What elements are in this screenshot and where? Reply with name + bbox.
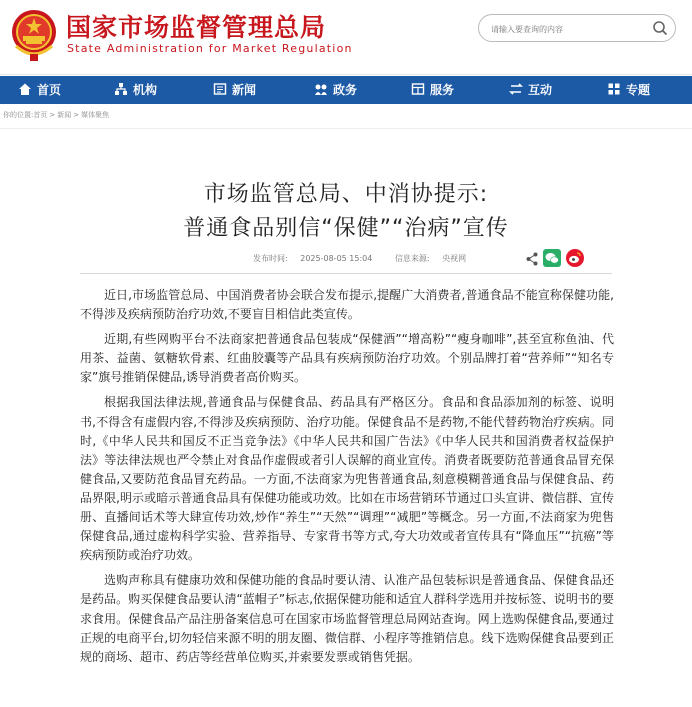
nav-item-home[interactable] xyxy=(18,76,61,104)
site-title-cn: 国家市场监督管理总局 xyxy=(66,13,327,42)
nav-item-service[interactable] xyxy=(411,76,454,104)
breadcrumb-news[interactable]: 新闻 xyxy=(57,111,72,119)
nav-item-news[interactable] xyxy=(213,76,256,104)
article-paragraph: 近期,有些网购平台不法商家把普通食品包装成“保健酒”“增高粉”“瘦身咖啡”,甚至宣称鱼油、代用茶、益菌、氨糖软骨素、红曲胶囊等产品具有疾病预防治疗功效。个别品牌打着“营养师”“知名专家”旗号推销保健品,诱导消费者高价购买。 xyxy=(80,332,614,385)
publish-label: 发布时间: xyxy=(253,254,288,263)
search-icon[interactable] xyxy=(651,19,669,37)
home-icon xyxy=(18,82,32,96)
site-title-en: State Administration for Market Regulation xyxy=(67,42,353,55)
breadcrumb-separator: > xyxy=(73,111,80,119)
news-icon xyxy=(213,82,227,96)
divider xyxy=(80,273,612,274)
nav-label: 服务 xyxy=(430,83,455,97)
article-title-line1: 市场监管总局、中消协提示: xyxy=(203,182,489,207)
national-emblem-icon xyxy=(10,6,58,64)
breadcrumb xyxy=(3,110,111,120)
article-body xyxy=(80,286,614,673)
nav-label: 互动 xyxy=(528,83,553,97)
article-meta xyxy=(253,253,486,264)
gov-icon xyxy=(314,82,328,96)
article-panel xyxy=(0,128,692,707)
publish-time: 2025-08-05 15:04 xyxy=(300,254,373,263)
weibo-icon[interactable] xyxy=(566,249,584,271)
article-title-line2: 普通食品别信“保健”“治病”宣传 xyxy=(183,216,509,241)
nav-label: 政务 xyxy=(333,83,358,97)
source-value: 央视网 xyxy=(442,254,467,263)
breadcrumb-separator: > xyxy=(49,111,56,119)
org-icon xyxy=(114,82,128,96)
main-nav xyxy=(0,76,692,104)
search-input[interactable] xyxy=(489,19,643,39)
site-header xyxy=(0,0,692,75)
share-bar xyxy=(526,249,584,267)
nav-label: 新闻 xyxy=(232,83,257,97)
article-paragraph: 选购声称具有健康功效和保健功能的食品时要认清、认准产品包装标识是普通食品、保健食品还是药品。购买保健食品要认清“蓝帽子”标志,依据保健功能和适宜人群科学选用并按标签、说明书的要求食用。保健食品产品注册备案信息可在国家市场监督管理总局网站查询。网上选购保健食品,要通过正规的电商平台,切勿轻信来源不明的朋友圈、微信群、小程序等推销信息。线下选购保健食品要到正规的商场、超市、药店等经营单位购买,并索要发票或销售凭据。 xyxy=(80,573,614,664)
interact-icon xyxy=(509,82,523,96)
search-box[interactable] xyxy=(478,14,676,42)
nav-label: 专题 xyxy=(626,83,651,97)
service-icon xyxy=(411,82,425,96)
nav-label: 首页 xyxy=(37,83,62,97)
nav-item-topic[interactable] xyxy=(607,76,650,104)
topic-icon xyxy=(607,82,621,96)
wechat-icon[interactable] xyxy=(543,249,561,271)
nav-item-org[interactable] xyxy=(114,76,157,104)
nav-item-gov[interactable] xyxy=(314,76,357,104)
nav-item-interact[interactable] xyxy=(509,76,552,104)
article-paragraph: 近日,市场监管总局、中国消费者协会联合发布提示,提醒广大消费者,普通食品不能宣称保健功能,不得涉及疾病预防治疗功效,不要盲目相信此类宣传。 xyxy=(80,288,614,322)
nav-label: 机构 xyxy=(133,83,158,97)
share-icon[interactable] xyxy=(526,251,538,270)
source-label: 信息来源: xyxy=(394,254,430,263)
breadcrumb-media[interactable]: 媒体聚焦 xyxy=(81,111,110,119)
article-paragraph: 根据我国法律法规,普通食品与保健食品、药品具有严格区分。食品和食品添加剂的标签、说明书,不得含有虚假内容,不得涉及疾病预防、治疗功能。保健食品不是药物,不能代替药物治疗疾病。同时,《中华人民共和国反不正当竞争法》《中华人民共和国广告法》《中华人民共和国消费者权益保护法》等法律法规也严令禁止对食品作虚假或者引人误解的商业宣传。消费者既要防范普通食品冒充保健食品,又要防范食品冒充药品。一方面,不法商家为兜售普通食品,刻意模糊普通食品与保健食品、药品界限,明示或暗示普通食品具有保健功能或功效。比如在市场营销环节通过口头宣讲、微信群、宣传册、直播间话术等大肆宣传功效,炒作“养生”“天然”“调理”“减肥”等概念。另一方面,不法商家为兜售保健食品,通过虚构科学实验、营养指导、专家背书等方式,夸大功效或者宣传具有“降血压”“抗癌”等疾病预防或治疗功效。 xyxy=(80,395,614,563)
breadcrumb-location[interactable]: 你的位置:首页 xyxy=(3,111,48,119)
